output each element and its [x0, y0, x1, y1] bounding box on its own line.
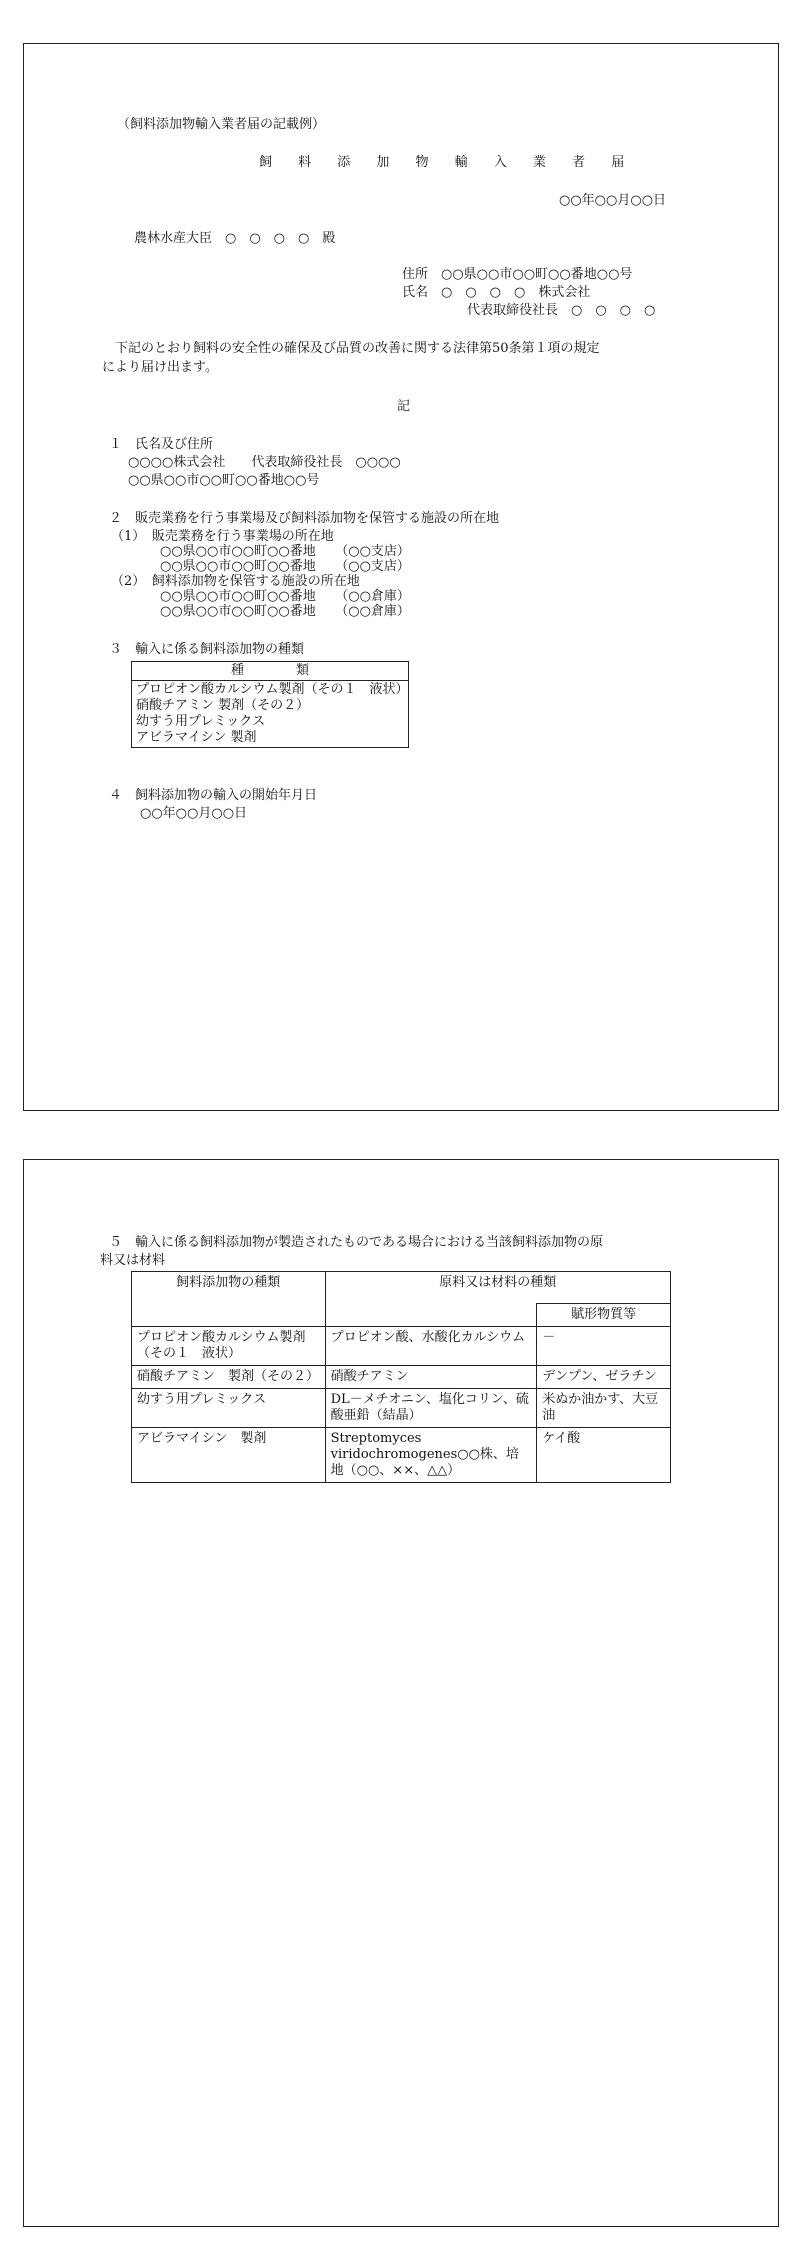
section5-heading-line2: 料又は材料 [100, 1253, 166, 1268]
header-additive-type: 飼料添加物の種類 [132, 1272, 326, 1327]
section5-heading-line1: ５ 輸入に係る飼料添加物が製造されたものである場合における当該飼料添加物の原 [109, 1235, 604, 1250]
section3-heading: ３ 輸入に係る飼料添加物の種類 [109, 642, 305, 657]
section1-line1: ○○○○株式会社 代表取締役社長 ○○○○ [128, 455, 401, 470]
materials-table [131, 1271, 671, 1483]
section2-sub2-line2: ○○県○○市○○町○○番地 （○○倉庫） [160, 604, 410, 619]
ki-heading: 記 [397, 399, 411, 414]
section2-heading: ２ 販売業務を行う事業場及び飼料添加物を保管する施設の所在地 [109, 511, 500, 526]
table-header-cell: 種 類 [132, 662, 409, 681]
document-page-2 [23, 1159, 779, 2227]
cell-material: DL－メチオニン、塩化コリン、硫酸亜鉛（結晶） [325, 1389, 537, 1428]
cell-excipient: 米ぬか油かす、大豆油 [537, 1389, 671, 1428]
sender-address: 住所 ○○県○○市○○町○○番地○○号 [402, 267, 633, 282]
section2-sub1-line1: ○○県○○市○○町○○番地 （○○支店） [160, 544, 410, 559]
table-header-row [132, 1272, 671, 1304]
cell-additive: プロピオン酸カルシウム製剤（その１ 液状） [132, 1327, 326, 1366]
table-cell [132, 681, 409, 748]
body-text-line2: により届け出ます。 [102, 360, 218, 375]
cell-material: プロピオン酸、水酸化カルシウム [325, 1327, 537, 1366]
additive-type-item: プロピオン酸カルシウム製剤（その１ 液状） [136, 682, 409, 697]
document-page-1 [23, 43, 779, 1111]
section1-line2: ○○県○○市○○町○○番地○○号 [128, 473, 320, 488]
additive-types-table [131, 661, 409, 748]
example-note: （飼料添加物輸入業者届の記載例） [117, 117, 326, 132]
table-row [132, 1389, 671, 1428]
sender-representative: 代表取締役社長 ○ ○ ○ ○ [467, 303, 656, 318]
sender-name: 氏名 ○ ○ ○ ○ 株式会社 [402, 285, 591, 300]
additive-type-item: アビラマイシン 製剤 [136, 730, 257, 745]
section2-sub1-line2: ○○県○○市○○町○○番地 （○○支店） [160, 559, 410, 574]
section2-sub2: （2） 飼料添加物を保管する施設の所在地 [111, 574, 360, 589]
table-row [132, 1327, 671, 1366]
addressee: 農林水産大臣 ○ ○ ○ ○ 殿 [134, 231, 336, 246]
header-material-type: 原料又は材料の種類 [325, 1272, 670, 1304]
submission-date: ○○年○○月○○日 [559, 193, 667, 208]
document-title: 飼 料 添 加 物 輸 入 業 者 届 [259, 155, 636, 170]
cell-additive: アビラマイシン 製剤 [132, 1428, 326, 1483]
section2-sub2-line1: ○○県○○市○○町○○番地 （○○倉庫） [160, 589, 410, 604]
body-text-line1: 下記のとおり飼料の安全性の確保及び品質の改善に関する法律第50条第１項の規定 [102, 341, 600, 356]
table-row [132, 1366, 671, 1389]
table-row [132, 1428, 671, 1483]
additive-type-item: 幼すう用プレミックス [136, 714, 266, 729]
cell-excipient: ケイ酸 [537, 1428, 671, 1483]
header-spacer [325, 1304, 537, 1327]
cell-material: Streptomyces viridochromogenes○○株、培地（○○、××、△△） [325, 1428, 537, 1483]
cell-additive: 硝酸チアミン 製剤（その２） [132, 1366, 326, 1389]
table-row [132, 681, 409, 748]
cell-additive: 幼すう用プレミックス [132, 1389, 326, 1428]
cell-excipient: － [537, 1327, 671, 1366]
cell-excipient: デンプン、ゼラチン [537, 1366, 671, 1389]
section4-date: ○○年○○月○○日 [140, 806, 248, 821]
section1-heading: １ 氏名及び住所 [109, 437, 214, 452]
section4-heading: ４ 飼料添加物の輸入の開始年月日 [109, 788, 318, 803]
cell-material: 硝酸チアミン [325, 1366, 537, 1389]
table-header-row [132, 662, 409, 681]
section2-sub1: （1） 販売業務を行う事業場の所在地 [111, 529, 334, 544]
header-excipient: 賦形物質等 [537, 1304, 671, 1327]
additive-type-item: 硝酸チアミン 製剤（その２） [136, 698, 310, 713]
